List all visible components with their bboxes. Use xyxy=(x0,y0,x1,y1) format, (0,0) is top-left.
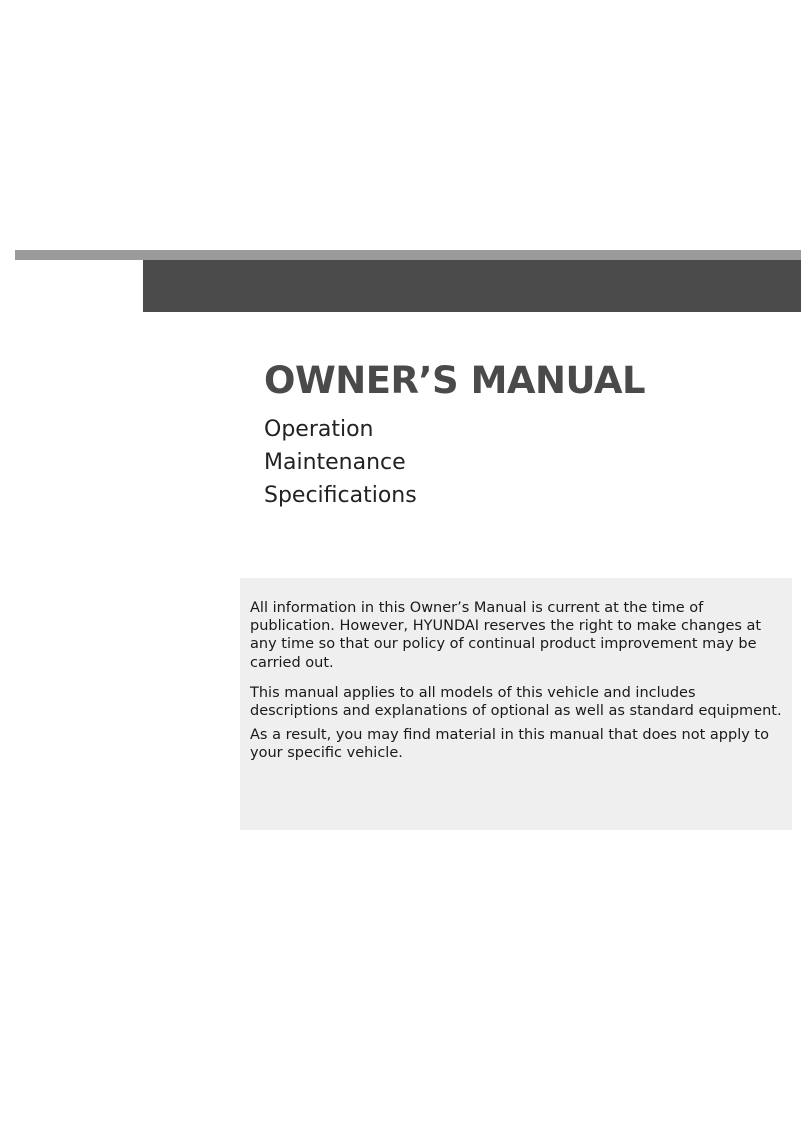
manual-title: OWNER’S MANUAL xyxy=(264,359,646,402)
subtitle-list xyxy=(264,413,784,512)
notice-paragraph-result: As a result, you may find material in this manual that does not apply to your specific vehicle. xyxy=(250,727,769,762)
subtitle-maintenance: Maintenance xyxy=(264,450,406,475)
dark-header-band xyxy=(143,260,801,312)
gray-header-rule xyxy=(15,250,801,260)
notice-paragraph-current-info: All information in this Owner’s Manual is current at the time of publication. However, HYUNDAI reserves the right to make changes at any time so that our policy of continual product improvement may be carried out. xyxy=(250,600,762,671)
notice-paragraph-applies-to: This manual applies to all models of this vehicle and includes descriptions and explanations of optional as well as standard equipment. xyxy=(250,684,782,720)
subtitle-operation: Operation xyxy=(264,417,374,442)
cover-title-block xyxy=(264,355,784,512)
subtitle-specifications: Specifications xyxy=(264,483,417,508)
notice-box xyxy=(240,578,792,830)
